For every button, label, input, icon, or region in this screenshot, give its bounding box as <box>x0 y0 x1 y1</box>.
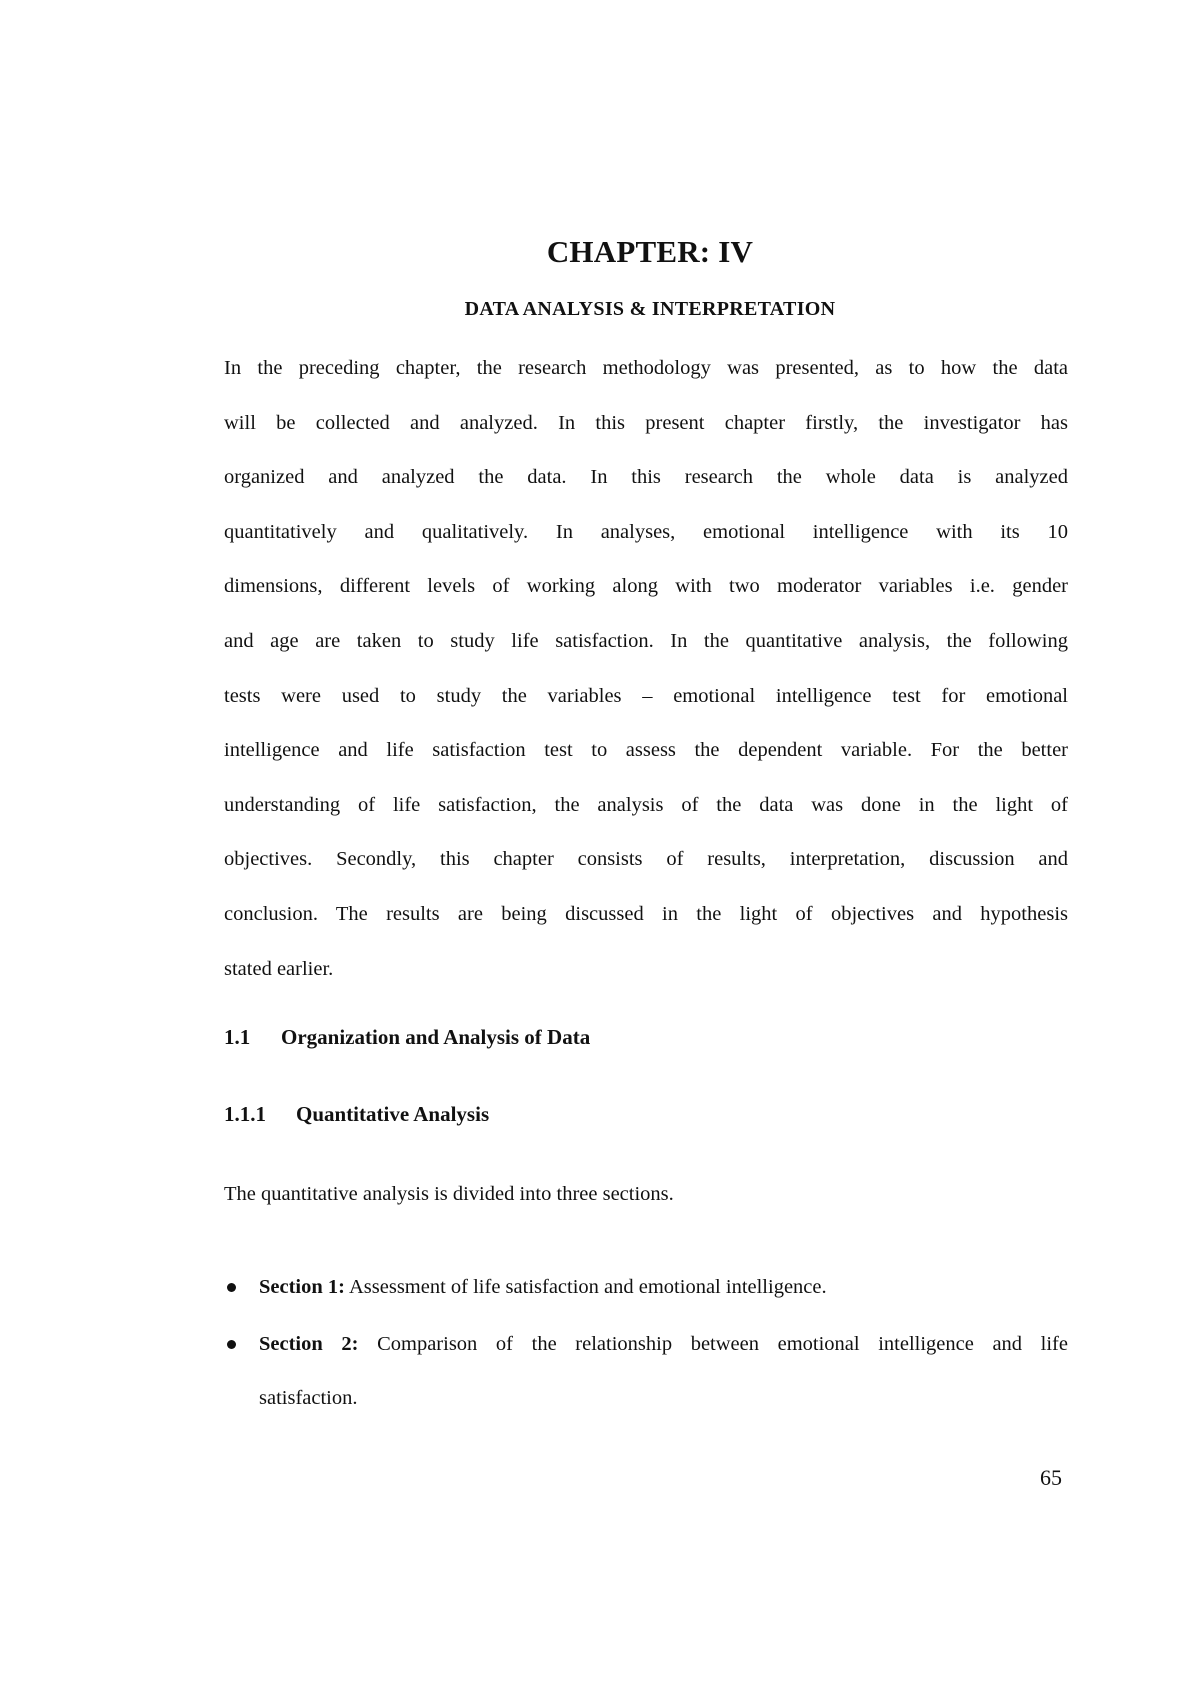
list-item-line <box>259 1260 1068 1315</box>
section-number: 1.1 <box>224 1025 251 1049</box>
section-title: Quantitative Analysis <box>296 1102 490 1126</box>
paragraph-line: organized and analyzed the data. In this research the whole data is analyzed <box>224 466 1068 489</box>
section-title: Organization and Analysis of Data <box>281 1025 591 1049</box>
paragraph-line: dimensions, different levels of working along with two moderator variables i.e. gender <box>224 575 1068 598</box>
section-heading-1-1-1 <box>224 1100 489 1128</box>
paragraph-line: In the preceding chapter, the research methodology was presented, as to how the data <box>224 357 1068 379</box>
quantitative-intro: The quantitative analysis is divided into three sections. <box>224 1183 674 1205</box>
section-list <box>224 1260 1068 1428</box>
paragraph-line: quantitatively and qualitatively. In analyses, emotional intelligence with its 10 <box>224 520 1068 543</box>
chapter-title: CHAPTER: IV <box>546 234 754 269</box>
list-item-line: satisfaction. <box>259 1387 358 1410</box>
bullet-icon <box>227 1283 236 1292</box>
list-item-line <box>259 1317 1068 1372</box>
paragraph-line: conclusion. The results are being discussed in the light of objectives and hypothesis <box>224 902 1068 925</box>
section-number: 1.1.1 <box>224 1102 266 1126</box>
paragraph-line: stated earlier. <box>224 957 334 980</box>
list-item-label: Section 1: <box>259 1276 345 1298</box>
list-item <box>224 1317 1068 1426</box>
paragraph-line: objectives. Secondly, this chapter consists of results, interpretation, discussion and <box>224 848 1068 871</box>
paragraph-line: understanding of life satisfaction, the analysis of the data was done in the light of <box>224 793 1068 816</box>
list-item-text: Comparison of the relationship between emotional intelligence and life <box>377 1332 1068 1355</box>
chapter-subtitle: DATA ANALYSIS & INTERPRETATION <box>464 298 836 320</box>
intro-paragraph <box>224 341 1068 996</box>
bullet-icon <box>227 1340 236 1349</box>
list-item-text: Assessment of life satisfaction and emotional intelligence. <box>348 1276 827 1298</box>
list-item <box>224 1260 1068 1315</box>
paragraph-line: and age are taken to study life satisfaction. In the quantitative analysis, the following <box>224 629 1068 652</box>
section-heading-1-1 <box>224 1023 590 1051</box>
list-item-label: Section 2: <box>259 1332 359 1355</box>
paragraph-line: intelligence and life satisfaction test to assess the dependent variable. For the better <box>224 739 1068 762</box>
page-number: 65 <box>1040 1465 1062 1490</box>
paragraph-line: will be collected and analyzed. In this present chapter firstly, the investigator has <box>224 411 1068 434</box>
paragraph-line: tests were used to study the variables – emotional intelligence test for emotional <box>224 684 1068 707</box>
